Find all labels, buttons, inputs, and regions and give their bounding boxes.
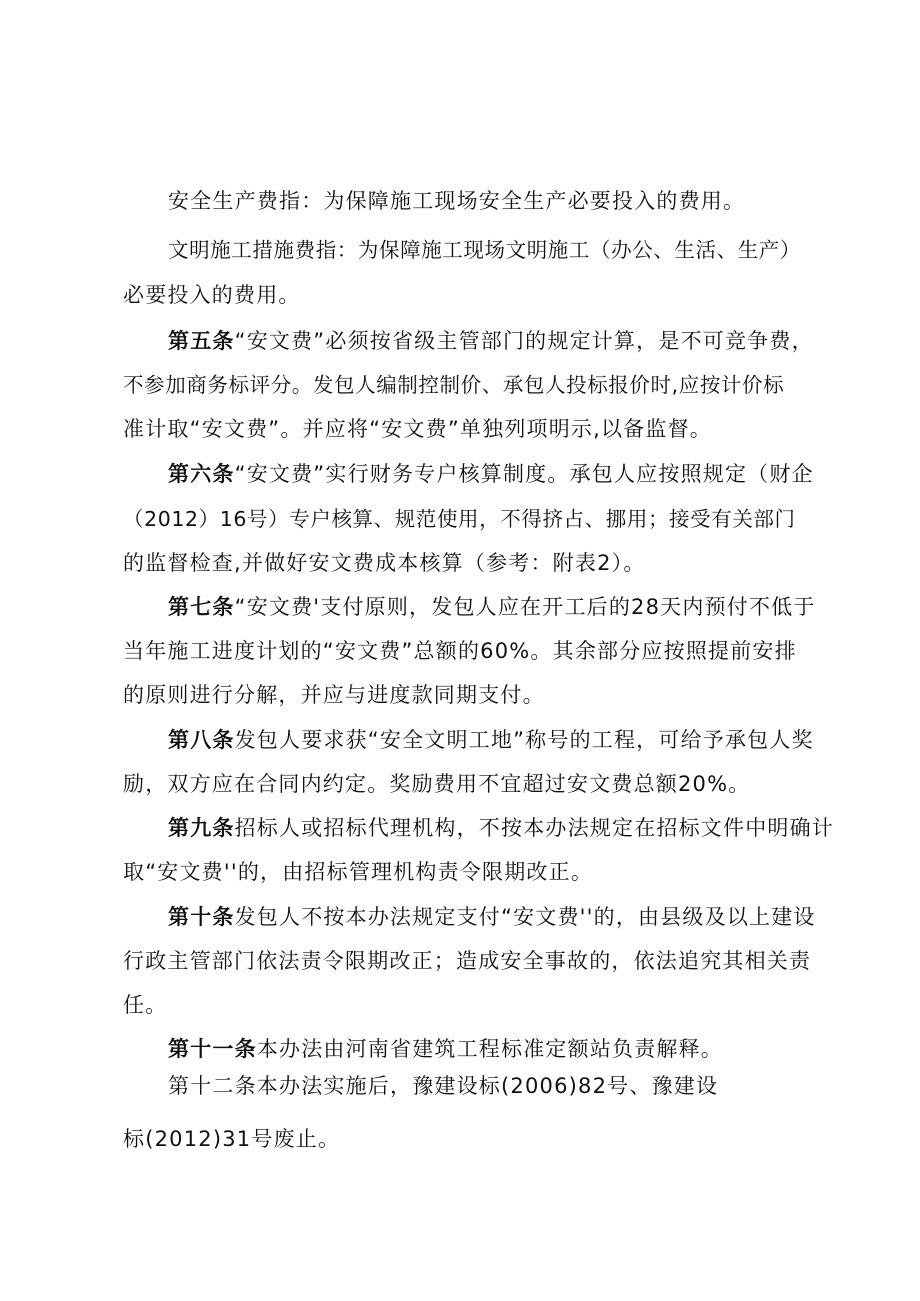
- article-12-line-2: [123, 1124, 813, 1154]
- text-line: 准计取“安文费”。并应将“安文费”单独列项明示,以备监督。: [123, 417, 712, 441]
- text-line: 的监督检查,并做好安文费成本核算（参考：附表2）。: [123, 551, 646, 575]
- text-line: 励，双方应在合同内约定。奖励费用不宜超过安文费总额20%。: [123, 772, 751, 796]
- article-7-line-2: [123, 636, 813, 666]
- text-line: 必要投入的费用。: [123, 283, 301, 307]
- article-10-line-3: [123, 990, 813, 1020]
- text-line: 发包人不按本办法规定支付“安文费''的，由县级及以上建设: [234, 905, 816, 929]
- text-line: “安文费”必须按省级主管部门的规定计算，是不可竞争费，: [234, 329, 814, 353]
- article-6-line-3: [123, 548, 813, 578]
- text-line: 行政主管部门依法责令限期改正；造成安全事故的，依法追究其相关责: [123, 949, 812, 973]
- text-line: “安文费'支付原则，发包人应在开工后的28天内预付不低于: [234, 595, 816, 619]
- text-line: 安全生产费指：为保障施工现场安全生产必要投入的费用。: [168, 189, 746, 213]
- article-label: 第九条: [168, 816, 235, 840]
- text-line: 第十二条本办法实施后，豫建设标(2006)82号、豫建设: [168, 1074, 719, 1098]
- article-7: [168, 592, 858, 622]
- article-label: 第十一条: [168, 1037, 257, 1061]
- text-line: 招标人或招标代理机构，不按本办法规定在招标文件中明确计: [234, 816, 835, 840]
- article-6-line-2: [123, 504, 813, 534]
- article-label: 第八条: [168, 728, 235, 752]
- text-line: 发包人要求获“安全文明工地”称号的工程，可给予承包人奖: [234, 728, 814, 752]
- article-label: 第五条: [168, 329, 235, 353]
- paragraph-civilized-fee-definition: [168, 235, 813, 265]
- article-12: [168, 1071, 858, 1101]
- article-6: [168, 459, 858, 489]
- paragraph-safety-fee-definition: [168, 186, 858, 216]
- article-label: 第七条: [168, 595, 235, 619]
- text-line: 标(2012)31号废止。: [123, 1127, 341, 1151]
- text-line: 本办法由河南省建筑工程标准定额站负责解释。: [256, 1037, 724, 1061]
- article-10: [168, 902, 858, 932]
- article-5-line-2: [123, 370, 813, 400]
- paragraph-civilized-fee-definition-cont: [123, 280, 813, 310]
- article-11: [168, 1034, 858, 1064]
- text-line: 不参加商务标评分。发包人编制控制价、承包人投标报价时,应按计价标: [123, 373, 785, 397]
- text-line: 文明施工措施费指：为保障施工现场文明施工（办公、生活、生产）: [168, 238, 801, 262]
- article-9-line-2: [123, 857, 813, 887]
- text-line: 取“安文费''的，由招标管理机构责令限期改正。: [123, 860, 594, 884]
- text-line: （2012）16号）专户核算、规范使用，不得挤占、挪用；接受有关部门: [123, 507, 796, 531]
- text-line: 当年施工进度计划的“安文费”总额的60%。其余部分应按照提前安排: [123, 639, 797, 663]
- article-8-line-2: [123, 769, 813, 799]
- article-label: 第十条: [168, 905, 235, 929]
- article-8: [168, 725, 858, 755]
- article-5-line-3: [123, 414, 813, 444]
- text-line: 的原则进行分解，并应与进度款同期支付。: [123, 683, 545, 707]
- article-5: [168, 326, 858, 356]
- text-line: “安文费”实行财务专户核算制度。承包人应按照规定（财企: [234, 462, 814, 486]
- article-9: [168, 813, 858, 843]
- article-7-line-3: [123, 680, 813, 710]
- article-10-line-2: [123, 946, 813, 976]
- text-line: 任。: [123, 993, 168, 1017]
- article-label: 第六条: [168, 462, 235, 486]
